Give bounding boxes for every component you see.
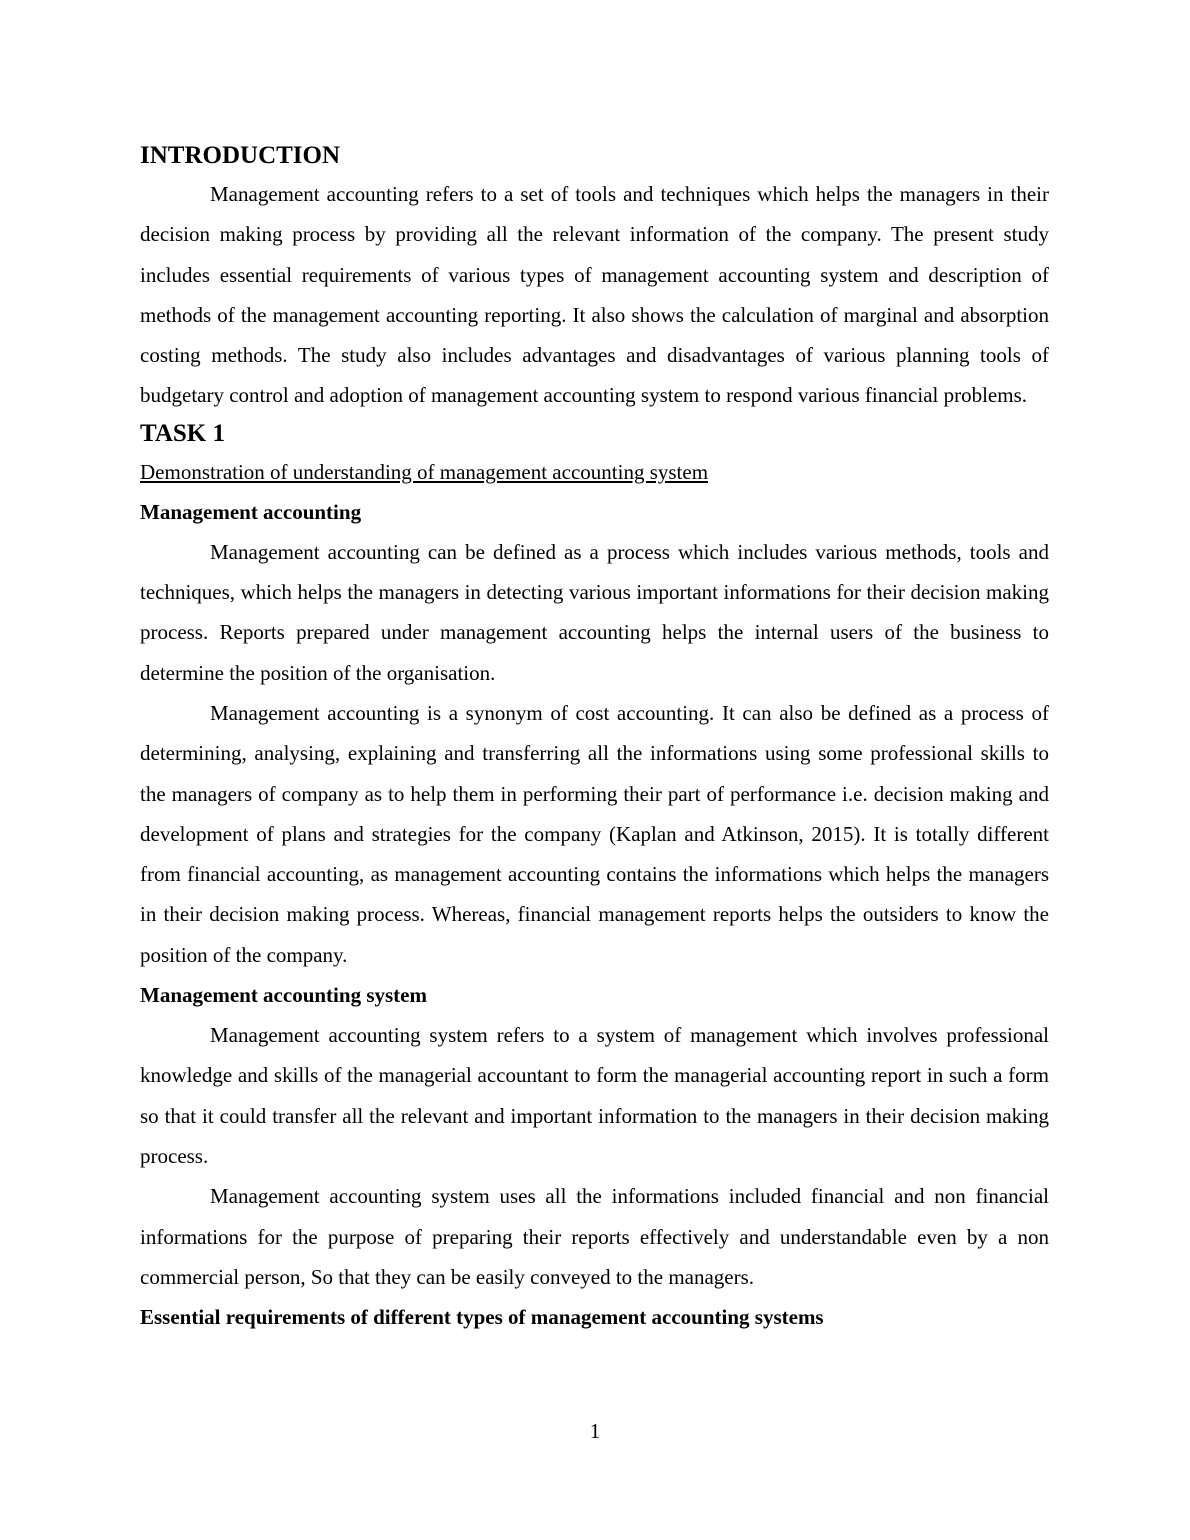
management-accounting-system-paragraph-2: Management accounting system uses all the informations included financial and non financial informations for the purpose of preparing their reports effectively and understandable even by a non commercial person, So that they can be easily conveyed to the managers. [140,1184,1049,1289]
introduction-paragraph: Management accounting refers to a set of tools and techniques which helps the managers in their decision making process by providing all the relevant information of the company. The present study includes essential requirements of various types of management accounting system and description of methods of the management accounting reporting. It also shows the calculation of marginal and absorption costing methods. The study also includes advantages and disadvantages of various planning tools of budgetary control and adoption of management accounting system to respond various financial problems. [140,182,1049,408]
introduction-heading: INTRODUCTION [140,142,341,169]
page-number: 1 [589,1419,601,1443]
management-accounting-paragraph-1: Management accounting can be defined as a process which includes various methods, tools and techniques, which helps the managers in detecting various important informations for their decision making process. Reports prepared under management accounting helps the internal users of the business to determine the position of the organisation. [140,539,1049,685]
document-page [140,138,1049,1337]
management-accounting-system-heading: Management accounting system [140,983,427,1008]
management-accounting-heading: Management accounting [140,499,362,524]
essential-requirements-heading: Essential requirements of different types of management accounting systems [140,1305,824,1330]
task-1-heading: TASK 1 [140,419,225,447]
management-accounting-paragraph-2: Management accounting is a synonym of cost accounting. It can also be defined as a process of determining, analysing, explaining and transferring all the informations using some professional skills to the managers of company as to help them in performing their part of performance i.e. decision making and development of plans and strategies for the company (Kaplan and Atkinson, 2015). It is totally different from financial accounting, as management accounting contains the informations which helps the managers in their decision making process. Whereas, financial management reports helps the outsiders to know the position of the company. [140,700,1049,967]
task-1-subtitle: Demonstration of understanding of management accounting system [140,459,709,484]
management-accounting-system-paragraph-1: Management accounting system refers to a system of management which involves professional knowledge and skills of the managerial accountant to form the managerial accounting report in such a form so that it could transfer all the relevant and important information to the managers in their decision making process. [140,1023,1049,1168]
